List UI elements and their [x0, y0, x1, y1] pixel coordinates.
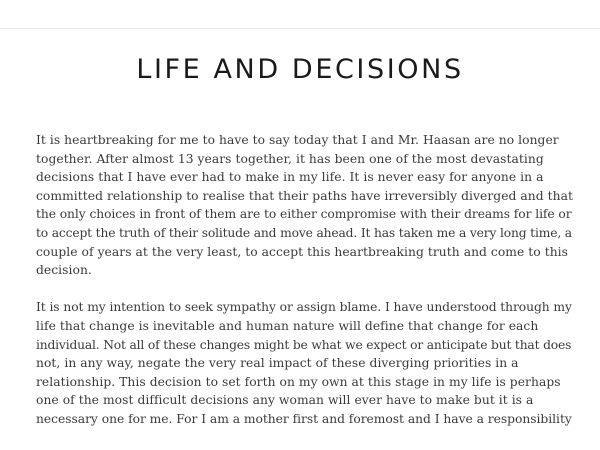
paragraph-line: committed relationship to realise that their paths have irreversibly diverged and that — [36, 188, 573, 203]
paragraph-line: relationship. This decision to set forth on my own at this stage in my life is perhaps — [36, 374, 561, 389]
paragraph-line: It is heartbreaking for me to have to say today that I and Mr. Haasan are no longer — [36, 133, 559, 147]
paragraph-line: to accept the truth of their solitude and move ahead. It has taken me a very long time, a — [36, 225, 572, 240]
paragraph-line: individual. Not all of these changes might be what we expect or anticipate but that does — [36, 337, 572, 352]
paragraph-1 — [36, 131, 576, 280]
paragraph-line: the only choices in front of them are to either compromise with their dreams for life or — [36, 207, 572, 222]
paragraph-line: It is not my intention to seek sympathy or assign blame. I have understood through my — [36, 300, 572, 315]
paragraph-line: one of the most difficult decisions any woman will ever have to make but it is a — [36, 393, 534, 408]
paragraph-line: not, in any way, negate the very real impact of these diverging priorities in a — [36, 356, 519, 371]
paragraph-line: decisions that I have ever had to make in my life. It is never easy for anyone in a — [36, 170, 544, 185]
paragraph-line: together. After almost 13 years together, it has been one of the most devastating — [36, 151, 544, 166]
paragraph-line: decision. — [36, 263, 92, 278]
paragraph-line: couple of years at the very least, to accept this heartbreaking truth and come to this — [36, 244, 569, 259]
page-title: LIFE AND DECISIONS — [136, 54, 464, 86]
article-body — [36, 131, 576, 447]
paragraph-line: necessary one for me. For I am a mother first and foremost and I have a responsibility — [36, 411, 572, 426]
paragraph-2 — [36, 298, 576, 428]
header-divider — [0, 28, 600, 29]
paragraph-line: life that change is inevitable and human nature will define that change for each — [36, 318, 539, 333]
